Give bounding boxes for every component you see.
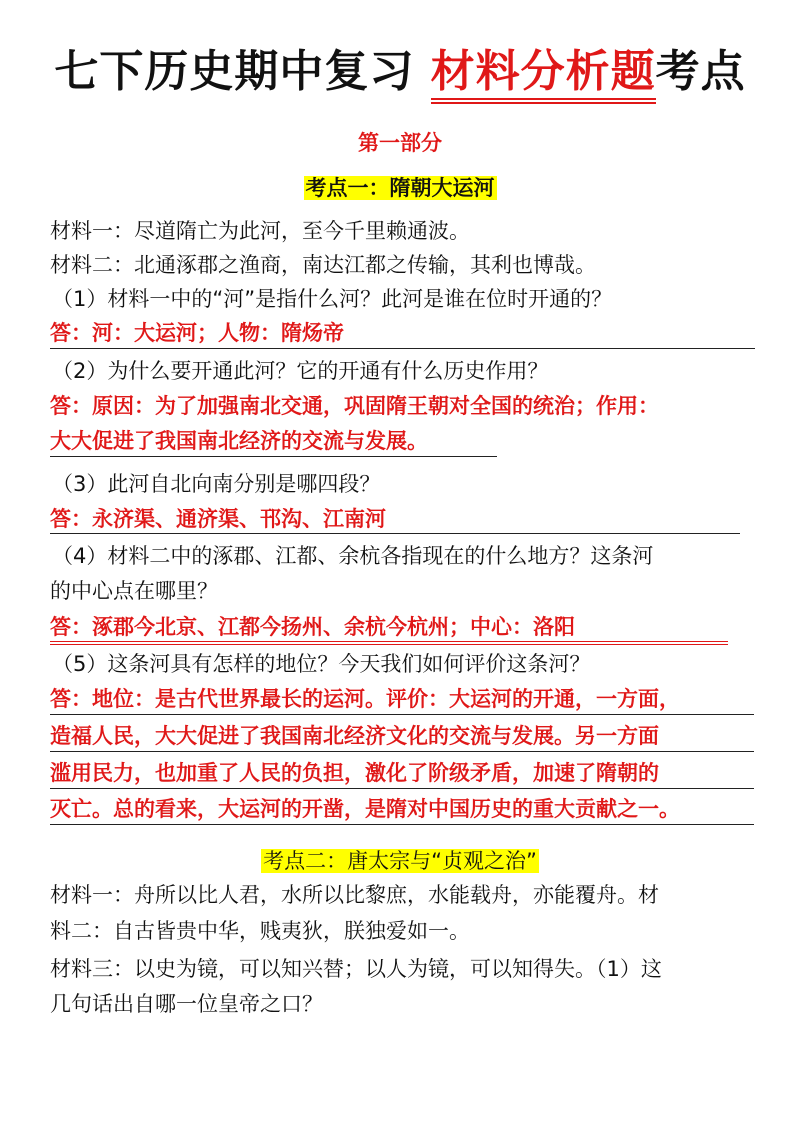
answer-underline [50, 788, 754, 789]
answer-line: 答：涿郡今北京、江都今扬州、余杭今杭州；中心：洛阳 [50, 615, 575, 639]
title-red-highlight: 材料分析题 [431, 46, 656, 104]
section1-heading-text: 考点一：隋朝大运河 [305, 176, 495, 200]
material-line: 材料一：舟所以比人君，水所以比黎庶，水能载舟，亦能覆舟。材 [50, 883, 659, 907]
answer-underline [50, 348, 755, 349]
question-line: （3）此河自北向南分别是哪四段？ [52, 472, 381, 496]
question-line: （2）为什么要开通此河？它的开通有什么历史作用？ [52, 359, 549, 383]
answer-underline [50, 824, 754, 825]
part-label: 第一部分 [358, 131, 442, 155]
answer-underline [50, 714, 754, 715]
answer-underline [50, 751, 754, 752]
material-line: 材料三：以史为镜，可以知兴替；以人为镜，可以知得失。（1）这 [50, 957, 662, 981]
answer-underline [50, 533, 740, 534]
answer-double-underline [50, 641, 728, 645]
answer-line: 答：原因：为了加强南北交通，巩固隋王朝对全国的统治；作用： [50, 394, 659, 418]
section1-heading [0, 173, 800, 203]
answer-line: 灭亡。总的看来，大运河的开凿，是隋对中国历史的重大贡献之一。 [50, 797, 680, 821]
question-line: （5）这条河具有怎样的地位？今天我们如何评价这条河？ [52, 652, 591, 676]
material-line: 料二：自古皆贵中华，贱夷狄，朕独爱如一。 [50, 919, 470, 943]
question-line: （1）材料一中的“河”是指什么河？此河是谁在位时开通的？ [52, 287, 613, 311]
answer-line: 答：永济渠、通济渠、邗沟、江南河 [50, 507, 386, 531]
question-line: 几句话出自哪一位皇帝之口？ [50, 992, 323, 1016]
answer-line: 答：地位：是古代世界最长的运河。评价：大运河的开通，一方面， [50, 687, 680, 711]
page-title [0, 42, 800, 102]
answer-line: 造福人民，大大促进了我国南北经济文化的交流与发展。另一方面 [50, 724, 659, 748]
title-black-prefix: 七下历史期中复习 [54, 46, 431, 97]
material-line: 材料二：北通涿郡之渔商，南达江都之传输，其利也博哉。 [50, 253, 596, 277]
answer-line: 滥用民力，也加重了人民的负担，激化了阶级矛盾，加速了隋朝的 [50, 761, 659, 785]
answer-line: 答：河：大运河；人物：隋炀帝 [50, 321, 344, 345]
section2-heading [0, 846, 800, 876]
title-black-suffix: 考点 [655, 46, 746, 97]
section2-heading-text: 考点二：唐太宗与“贞观之治” [263, 849, 537, 873]
question-line: （4）材料二中的涿郡、江都、余杭各指现在的什么地方？这条河 [52, 544, 654, 568]
answer-line: 大大促进了我国南北经济的交流与发展。 [50, 429, 428, 453]
part-heading [0, 128, 800, 158]
answer-underline [50, 456, 497, 457]
material-line: 材料一：尽道隋亡为此河，至今千里赖通波。 [50, 219, 470, 243]
question-line: 的中心点在哪里？ [50, 579, 218, 603]
